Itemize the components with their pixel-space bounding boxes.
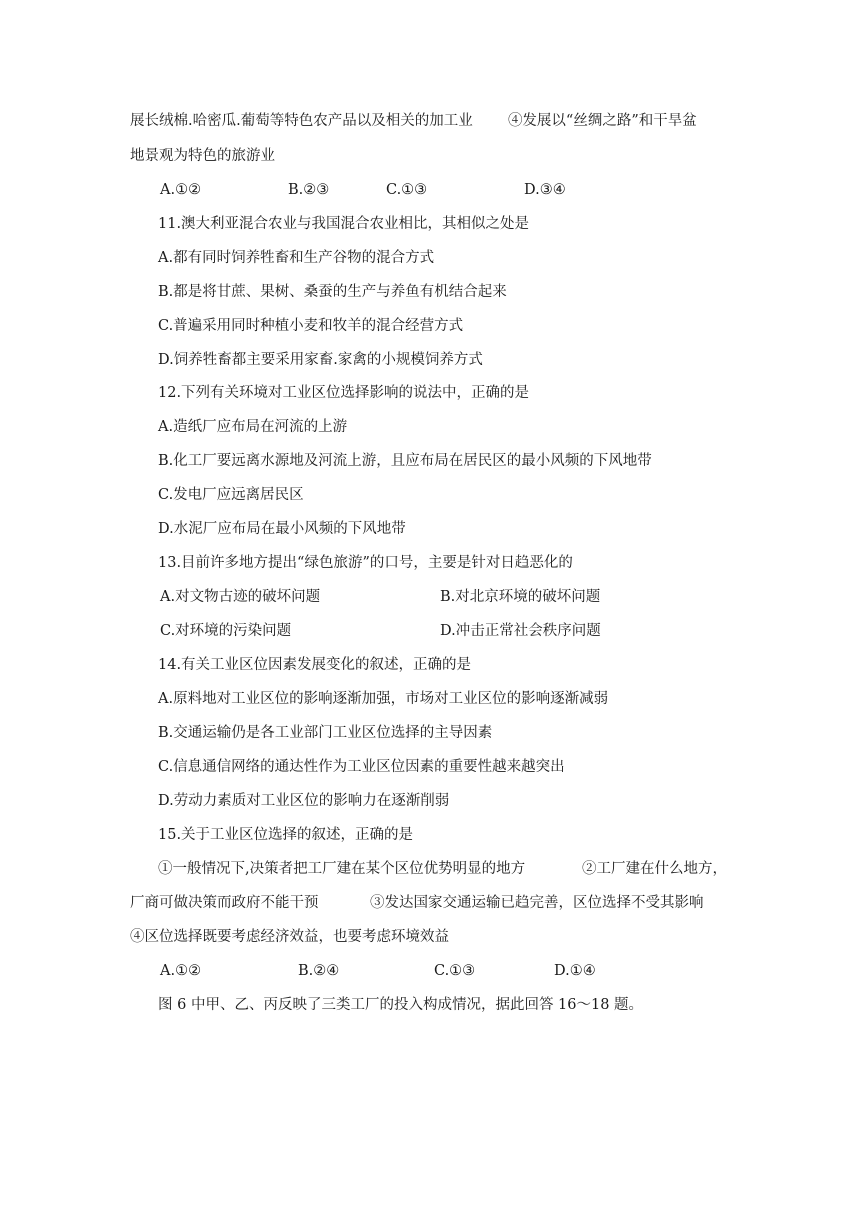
q12-option-c: C.发电厂应远离居民区	[158, 487, 304, 503]
q15-statements-line-1	[158, 856, 730, 882]
q15-statement-4: ④区位选择既要考虑经济效益，也要考虑环境效益	[130, 929, 449, 945]
q13-stem: 13.目前许多地方提出“绿色旅游”的口号，主要是针对日趋恶化的	[158, 555, 573, 571]
q10-tail-part-b: ④发展以“丝绸之路”和干旱盆	[507, 113, 697, 129]
q12-option-d: D.水泥厂应布局在最小风频的下风地带	[158, 521, 406, 537]
q14-option-d: D.劳动力素质对工业区位的影响力在逐渐削弱	[158, 793, 450, 809]
q13-option-d: D.冲击正常社会秩序问题	[440, 623, 601, 639]
q11-option-b: B.都是将甘蔗、果树、桑蚕的生产与养鱼有机结合起来	[158, 284, 507, 300]
q11-stem: 11.澳大利亚混合农业与我国混合农业相比，其相似之处是	[158, 216, 530, 232]
q15-option-a: A.①②	[160, 963, 202, 979]
q15-statement-2-part-a: ②工厂建在什么地方，	[582, 861, 727, 877]
q11-option-c: C.普遍采用同时种植小麦和牧羊的混合经营方式	[158, 318, 464, 334]
q10-tail-line-1	[130, 108, 697, 134]
q15-option-b: B.②④	[298, 963, 340, 979]
q15-option-d: D.①④	[554, 963, 596, 979]
q12-stem: 12.下列有关环境对工业区位选择影响的说法中，正确的是	[158, 385, 530, 401]
q10-option-c: C.①③	[386, 182, 428, 198]
q15-statement-1: ①一般情况下,决策者把工厂建在某个区位优势明显的地方	[158, 861, 526, 877]
q15-statement-2-part-b: 厂商可做决策而政府不能干预	[130, 895, 319, 911]
q10-option-a: A.①②	[160, 182, 202, 198]
q14-option-b: B.交通运输仍是各工业部门工业区位选择的主导因素	[158, 725, 493, 741]
q13-option-c: C.对环境的污染问题	[160, 623, 292, 639]
q15-statements-line-2	[130, 890, 730, 916]
q13-option-a: A.对文物古迹的破坏问题	[160, 589, 321, 605]
q15-statement-3: ③发达国家交通运输已趋完善，区位选择不受其影响	[370, 895, 704, 911]
q15-option-c: C.①③	[434, 963, 476, 979]
q10-tail-line-2: 地景观为特色的旅游业	[130, 148, 275, 164]
q15-stem: 15.关于工业区位选择的叙述，正确的是	[158, 827, 414, 843]
q16-18-intro: 图 6 中甲、乙、丙反映了三类工厂的投入构成情况，据此回答 16～18 题。	[158, 997, 644, 1013]
q12-option-b: B.化工厂要远离水源地及河流上游，且应布局在居民区的最小风频的下风地带	[158, 453, 652, 469]
q10-options	[158, 177, 718, 203]
q14-option-a: A.原料地对工业区位的影响逐渐加强，市场对工业区位的影响逐渐减弱	[158, 691, 609, 707]
q14-stem: 14.有关工业区位因素发展变化的叙述，正确的是	[158, 657, 472, 673]
q11-option-d: D.饲养牲畜都主要采用家畜.家禽的小规模饲养方式	[158, 352, 483, 368]
q10-option-b: B.②③	[288, 182, 330, 198]
q13-option-b: B.对北京环境的破坏问题	[440, 589, 601, 605]
q10-option-d: D.③④	[524, 182, 566, 198]
q14-option-c: C.信息通信网络的通达性作为工业区位因素的重要性越来越突出	[158, 759, 565, 775]
q11-option-a: A.都有同时饲养牲畜和生产谷物的混合方式	[158, 250, 435, 266]
q15-options	[158, 958, 638, 984]
q12-option-a: A.造纸厂应布局在河流的上游	[158, 419, 348, 435]
q13-options-row-2	[158, 618, 658, 644]
q10-tail-part-a: 展长绒棉.哈密瓜.葡萄等特色农产品以及相关的加工业	[130, 113, 473, 129]
q13-options-row-1	[158, 584, 658, 610]
